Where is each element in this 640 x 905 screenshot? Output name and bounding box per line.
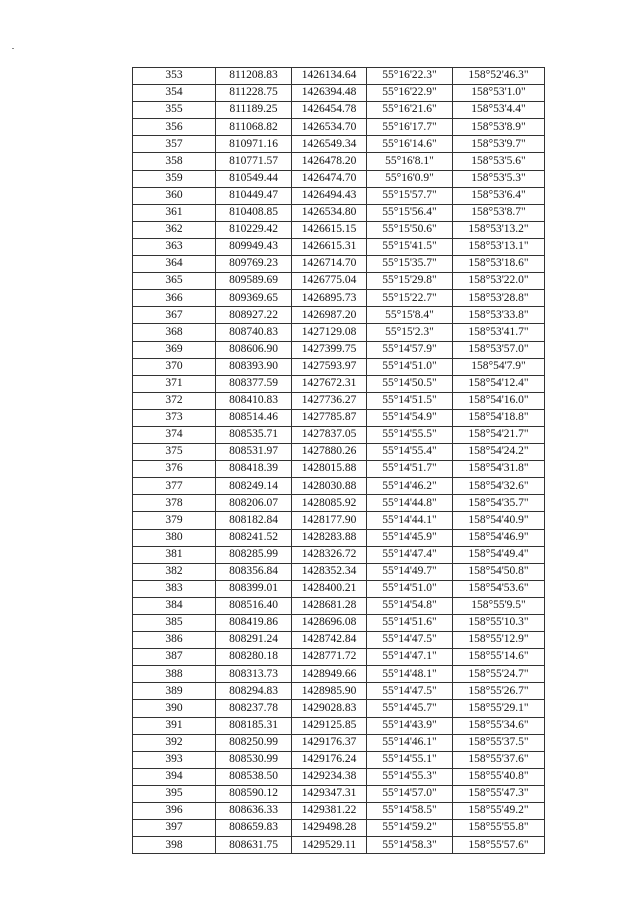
x-coordinate-cell: 808419.86 <box>216 615 292 632</box>
x-coordinate-cell: 811208.83 <box>216 68 292 85</box>
x-coordinate-cell: 808531.97 <box>216 444 292 461</box>
latitude-cell: 55°14'45.7" <box>367 700 453 717</box>
table-row <box>133 820 545 837</box>
y-coordinate-cell: 1428015.88 <box>292 461 367 478</box>
latitude-cell: 55°14'59.2" <box>367 820 453 837</box>
x-coordinate-cell: 808659.83 <box>216 820 292 837</box>
table-row <box>133 153 545 170</box>
table-row <box>133 409 545 426</box>
latitude-cell: 55°15'41.5" <box>367 238 453 255</box>
point-number-cell: 387 <box>133 649 216 666</box>
x-coordinate-cell: 808418.39 <box>216 461 292 478</box>
x-coordinate-cell: 809369.65 <box>216 290 292 307</box>
point-number-cell: 394 <box>133 768 216 785</box>
y-coordinate-cell: 1427785.87 <box>292 409 367 426</box>
longitude-cell: 158°53'57.0" <box>453 341 545 358</box>
longitude-cell: 158°53'5.6" <box>453 153 545 170</box>
table-row <box>133 444 545 461</box>
point-number-cell: 371 <box>133 375 216 392</box>
longitude-cell: 158°53'8.9" <box>453 119 545 136</box>
x-coordinate-cell: 808291.24 <box>216 632 292 649</box>
x-coordinate-cell: 808590.12 <box>216 785 292 802</box>
scan-speck <box>12 48 14 49</box>
longitude-cell: 158°53'4.4" <box>453 102 545 119</box>
x-coordinate-cell: 810971.16 <box>216 136 292 153</box>
table-row <box>133 170 545 187</box>
x-coordinate-cell: 809589.69 <box>216 273 292 290</box>
point-number-cell: 372 <box>133 392 216 409</box>
x-coordinate-cell: 808740.83 <box>216 324 292 341</box>
longitude-cell: 158°54'21.7" <box>453 426 545 443</box>
coordinates-table-body <box>133 68 545 854</box>
table-row <box>133 546 545 563</box>
table-row <box>133 529 545 546</box>
point-number-cell: 390 <box>133 700 216 717</box>
y-coordinate-cell: 1428326.72 <box>292 546 367 563</box>
x-coordinate-cell: 808538.50 <box>216 768 292 785</box>
longitude-cell: 158°55'34.6" <box>453 717 545 734</box>
point-number-cell: 359 <box>133 170 216 187</box>
table-row <box>133 837 545 854</box>
x-coordinate-cell: 808516.40 <box>216 597 292 614</box>
x-coordinate-cell: 808636.33 <box>216 803 292 820</box>
y-coordinate-cell: 1428771.72 <box>292 649 367 666</box>
y-coordinate-cell: 1426474.70 <box>292 170 367 187</box>
table-row <box>133 478 545 495</box>
y-coordinate-cell: 1428742.84 <box>292 632 367 649</box>
table-row <box>133 803 545 820</box>
latitude-cell: 55°15'50.6" <box>367 221 453 238</box>
latitude-cell: 55°14'47.5" <box>367 683 453 700</box>
latitude-cell: 55°14'51.5" <box>367 392 453 409</box>
point-number-cell: 366 <box>133 290 216 307</box>
y-coordinate-cell: 1427837.05 <box>292 426 367 443</box>
longitude-cell: 158°53'9.7" <box>453 136 545 153</box>
table-row <box>133 683 545 700</box>
y-coordinate-cell: 1428283.88 <box>292 529 367 546</box>
longitude-cell: 158°55'26.7" <box>453 683 545 700</box>
point-number-cell: 357 <box>133 136 216 153</box>
longitude-cell: 158°53'8.7" <box>453 204 545 221</box>
longitude-cell: 158°54'46.9" <box>453 529 545 546</box>
x-coordinate-cell: 808294.83 <box>216 683 292 700</box>
y-coordinate-cell: 1426134.64 <box>292 68 367 85</box>
x-coordinate-cell: 808399.01 <box>216 580 292 597</box>
x-coordinate-cell: 810229.42 <box>216 221 292 238</box>
longitude-cell: 158°54'24.2" <box>453 444 545 461</box>
table-row <box>133 358 545 375</box>
longitude-cell: 158°53'22.0" <box>453 273 545 290</box>
table-row <box>133 375 545 392</box>
latitude-cell: 55°15'8.4" <box>367 307 453 324</box>
x-coordinate-cell: 808377.59 <box>216 375 292 392</box>
point-number-cell: 370 <box>133 358 216 375</box>
y-coordinate-cell: 1428352.34 <box>292 563 367 580</box>
y-coordinate-cell: 1426534.70 <box>292 119 367 136</box>
latitude-cell: 55°14'46.2" <box>367 478 453 495</box>
y-coordinate-cell: 1428949.66 <box>292 666 367 683</box>
x-coordinate-cell: 810771.57 <box>216 153 292 170</box>
table-row <box>133 734 545 751</box>
x-coordinate-cell: 810449.47 <box>216 187 292 204</box>
latitude-cell: 55°14'49.7" <box>367 563 453 580</box>
table-row <box>133 290 545 307</box>
latitude-cell: 55°14'55.3" <box>367 768 453 785</box>
table-row <box>133 461 545 478</box>
table-row <box>133 187 545 204</box>
point-number-cell: 386 <box>133 632 216 649</box>
longitude-cell: 158°54'35.7" <box>453 495 545 512</box>
longitude-cell: 158°55'49.2" <box>453 803 545 820</box>
latitude-cell: 55°14'47.1" <box>367 649 453 666</box>
point-number-cell: 389 <box>133 683 216 700</box>
longitude-cell: 158°55'24.7" <box>453 666 545 683</box>
latitude-cell: 55°15'22.7" <box>367 290 453 307</box>
latitude-cell: 55°14'43.9" <box>367 717 453 734</box>
y-coordinate-cell: 1429347.31 <box>292 785 367 802</box>
point-number-cell: 388 <box>133 666 216 683</box>
x-coordinate-cell: 808280.18 <box>216 649 292 666</box>
y-coordinate-cell: 1429028.83 <box>292 700 367 717</box>
point-number-cell: 392 <box>133 734 216 751</box>
y-coordinate-cell: 1429125.85 <box>292 717 367 734</box>
longitude-cell: 158°55'9.5" <box>453 597 545 614</box>
y-coordinate-cell: 1426454.78 <box>292 102 367 119</box>
point-number-cell: 385 <box>133 615 216 632</box>
point-number-cell: 398 <box>133 837 216 854</box>
latitude-cell: 55°14'58.3" <box>367 837 453 854</box>
latitude-cell: 55°16'21.6" <box>367 102 453 119</box>
point-number-cell: 375 <box>133 444 216 461</box>
table-row <box>133 273 545 290</box>
x-coordinate-cell: 808241.52 <box>216 529 292 546</box>
latitude-cell: 55°14'44.1" <box>367 512 453 529</box>
y-coordinate-cell: 1429176.37 <box>292 734 367 751</box>
table-row <box>133 649 545 666</box>
point-number-cell: 384 <box>133 597 216 614</box>
latitude-cell: 55°14'51.7" <box>367 461 453 478</box>
latitude-cell: 55°14'51.6" <box>367 615 453 632</box>
x-coordinate-cell: 808249.14 <box>216 478 292 495</box>
longitude-cell: 158°55'37.5" <box>453 734 545 751</box>
point-number-cell: 364 <box>133 256 216 273</box>
point-number-cell: 377 <box>133 478 216 495</box>
latitude-cell: 55°14'54.9" <box>367 409 453 426</box>
y-coordinate-cell: 1429381.22 <box>292 803 367 820</box>
point-number-cell: 360 <box>133 187 216 204</box>
y-coordinate-cell: 1428177.90 <box>292 512 367 529</box>
longitude-cell: 158°55'57.6" <box>453 837 545 854</box>
point-number-cell: 381 <box>133 546 216 563</box>
point-number-cell: 379 <box>133 512 216 529</box>
y-coordinate-cell: 1427129.08 <box>292 324 367 341</box>
table-row <box>133 221 545 238</box>
latitude-cell: 55°15'56.4" <box>367 204 453 221</box>
point-number-cell: 374 <box>133 426 216 443</box>
x-coordinate-cell: 808285.99 <box>216 546 292 563</box>
latitude-cell: 55°14'44.8" <box>367 495 453 512</box>
x-coordinate-cell: 808206.07 <box>216 495 292 512</box>
latitude-cell: 55°14'50.5" <box>367 375 453 392</box>
table-row <box>133 341 545 358</box>
longitude-cell: 158°53'18.6" <box>453 256 545 273</box>
y-coordinate-cell: 1428030.88 <box>292 478 367 495</box>
point-number-cell: 356 <box>133 119 216 136</box>
table-row <box>133 426 545 443</box>
latitude-cell: 55°16'0.9" <box>367 170 453 187</box>
longitude-cell: 158°55'37.6" <box>453 751 545 768</box>
longitude-cell: 158°54'16.0" <box>453 392 545 409</box>
latitude-cell: 55°14'45.9" <box>367 529 453 546</box>
y-coordinate-cell: 1426494.43 <box>292 187 367 204</box>
table-row <box>133 102 545 119</box>
x-coordinate-cell: 809769.23 <box>216 256 292 273</box>
point-number-cell: 380 <box>133 529 216 546</box>
longitude-cell: 158°54'49.4" <box>453 546 545 563</box>
table-row <box>133 324 545 341</box>
table-row <box>133 632 545 649</box>
y-coordinate-cell: 1426534.80 <box>292 204 367 221</box>
point-number-cell: 397 <box>133 820 216 837</box>
x-coordinate-cell: 811068.82 <box>216 119 292 136</box>
table-row <box>133 119 545 136</box>
x-coordinate-cell: 811228.75 <box>216 85 292 102</box>
table-row <box>133 204 545 221</box>
x-coordinate-cell: 808927.22 <box>216 307 292 324</box>
latitude-cell: 55°14'48.1" <box>367 666 453 683</box>
x-coordinate-cell: 808410.83 <box>216 392 292 409</box>
x-coordinate-cell: 808182.84 <box>216 512 292 529</box>
latitude-cell: 55°14'47.5" <box>367 632 453 649</box>
point-number-cell: 391 <box>133 717 216 734</box>
x-coordinate-cell: 810549.44 <box>216 170 292 187</box>
table-row <box>133 751 545 768</box>
latitude-cell: 55°14'55.1" <box>367 751 453 768</box>
y-coordinate-cell: 1426394.48 <box>292 85 367 102</box>
y-coordinate-cell: 1426615.31 <box>292 238 367 255</box>
x-coordinate-cell: 808250.99 <box>216 734 292 751</box>
latitude-cell: 55°15'29.8" <box>367 273 453 290</box>
y-coordinate-cell: 1426478.20 <box>292 153 367 170</box>
y-coordinate-cell: 1428696.08 <box>292 615 367 632</box>
y-coordinate-cell: 1428085.92 <box>292 495 367 512</box>
x-coordinate-cell: 811189.25 <box>216 102 292 119</box>
table-row <box>133 700 545 717</box>
longitude-cell: 158°54'12.4" <box>453 375 545 392</box>
longitude-cell: 158°53'6.4" <box>453 187 545 204</box>
table-row <box>133 512 545 529</box>
point-number-cell: 395 <box>133 785 216 802</box>
x-coordinate-cell: 808535.71 <box>216 426 292 443</box>
longitude-cell: 158°53'5.3" <box>453 170 545 187</box>
y-coordinate-cell: 1427593.97 <box>292 358 367 375</box>
longitude-cell: 158°55'47.3" <box>453 785 545 802</box>
x-coordinate-cell: 808356.84 <box>216 563 292 580</box>
y-coordinate-cell: 1429176.24 <box>292 751 367 768</box>
point-number-cell: 376 <box>133 461 216 478</box>
point-number-cell: 382 <box>133 563 216 580</box>
x-coordinate-cell: 809949.43 <box>216 238 292 255</box>
table-row <box>133 238 545 255</box>
longitude-cell: 158°53'41.7" <box>453 324 545 341</box>
longitude-cell: 158°53'1.0" <box>453 85 545 102</box>
latitude-cell: 55°14'51.0" <box>367 358 453 375</box>
point-number-cell: 396 <box>133 803 216 820</box>
point-number-cell: 373 <box>133 409 216 426</box>
latitude-cell: 55°16'14.6" <box>367 136 453 153</box>
x-coordinate-cell: 808185.31 <box>216 717 292 734</box>
latitude-cell: 55°14'47.4" <box>367 546 453 563</box>
x-coordinate-cell: 808237.78 <box>216 700 292 717</box>
x-coordinate-cell: 808606.90 <box>216 341 292 358</box>
longitude-cell: 158°54'7.9" <box>453 358 545 375</box>
longitude-cell: 158°55'10.3" <box>453 615 545 632</box>
table-row <box>133 307 545 324</box>
point-number-cell: 362 <box>133 221 216 238</box>
table-row <box>133 785 545 802</box>
table-row <box>133 580 545 597</box>
longitude-cell: 158°52'46.3" <box>453 68 545 85</box>
y-coordinate-cell: 1426714.70 <box>292 256 367 273</box>
table-row <box>133 717 545 734</box>
longitude-cell: 158°53'13.2" <box>453 221 545 238</box>
longitude-cell: 158°55'29.1" <box>453 700 545 717</box>
latitude-cell: 55°14'55.5" <box>367 426 453 443</box>
table-row <box>133 68 545 85</box>
latitude-cell: 55°14'51.0" <box>367 580 453 597</box>
latitude-cell: 55°14'55.4" <box>367 444 453 461</box>
table-row <box>133 85 545 102</box>
longitude-cell: 158°53'33.8" <box>453 307 545 324</box>
longitude-cell: 158°54'40.9" <box>453 512 545 529</box>
table-row <box>133 136 545 153</box>
x-coordinate-cell: 808313.73 <box>216 666 292 683</box>
longitude-cell: 158°55'14.6" <box>453 649 545 666</box>
point-number-cell: 378 <box>133 495 216 512</box>
latitude-cell: 55°16'22.3" <box>367 68 453 85</box>
table-row <box>133 392 545 409</box>
point-number-cell: 367 <box>133 307 216 324</box>
point-number-cell: 393 <box>133 751 216 768</box>
y-coordinate-cell: 1427736.27 <box>292 392 367 409</box>
longitude-cell: 158°53'28.8" <box>453 290 545 307</box>
longitude-cell: 158°55'40.8" <box>453 768 545 785</box>
point-number-cell: 369 <box>133 341 216 358</box>
y-coordinate-cell: 1426615.15 <box>292 221 367 238</box>
y-coordinate-cell: 1427880.26 <box>292 444 367 461</box>
y-coordinate-cell: 1426775.04 <box>292 273 367 290</box>
y-coordinate-cell: 1428985.90 <box>292 683 367 700</box>
point-number-cell: 355 <box>133 102 216 119</box>
point-number-cell: 361 <box>133 204 216 221</box>
latitude-cell: 55°15'57.7" <box>367 187 453 204</box>
table-row <box>133 666 545 683</box>
latitude-cell: 55°15'35.7" <box>367 256 453 273</box>
x-coordinate-cell: 808530.99 <box>216 751 292 768</box>
y-coordinate-cell: 1427399.75 <box>292 341 367 358</box>
latitude-cell: 55°15'2.3" <box>367 324 453 341</box>
table-row <box>133 256 545 273</box>
latitude-cell: 55°14'54.8" <box>367 597 453 614</box>
latitude-cell: 55°14'57.0" <box>367 785 453 802</box>
y-coordinate-cell: 1429234.38 <box>292 768 367 785</box>
latitude-cell: 55°14'58.5" <box>367 803 453 820</box>
y-coordinate-cell: 1426987.20 <box>292 307 367 324</box>
latitude-cell: 55°16'8.1" <box>367 153 453 170</box>
table-row <box>133 615 545 632</box>
y-coordinate-cell: 1426895.73 <box>292 290 367 307</box>
longitude-cell: 158°55'55.8" <box>453 820 545 837</box>
coordinates-table <box>132 67 545 854</box>
y-coordinate-cell: 1426549.34 <box>292 136 367 153</box>
x-coordinate-cell: 810408.85 <box>216 204 292 221</box>
point-number-cell: 363 <box>133 238 216 255</box>
longitude-cell: 158°54'53.6" <box>453 580 545 597</box>
y-coordinate-cell: 1429529.11 <box>292 837 367 854</box>
x-coordinate-cell: 808514.46 <box>216 409 292 426</box>
y-coordinate-cell: 1429498.28 <box>292 820 367 837</box>
point-number-cell: 354 <box>133 85 216 102</box>
longitude-cell: 158°54'50.8" <box>453 563 545 580</box>
longitude-cell: 158°54'32.6" <box>453 478 545 495</box>
point-number-cell: 358 <box>133 153 216 170</box>
table-row <box>133 563 545 580</box>
point-number-cell: 353 <box>133 68 216 85</box>
latitude-cell: 55°16'22.9" <box>367 85 453 102</box>
table-row <box>133 768 545 785</box>
table-row <box>133 495 545 512</box>
latitude-cell: 55°14'57.9" <box>367 341 453 358</box>
longitude-cell: 158°55'12.9" <box>453 632 545 649</box>
latitude-cell: 55°14'46.1" <box>367 734 453 751</box>
point-number-cell: 383 <box>133 580 216 597</box>
y-coordinate-cell: 1427672.31 <box>292 375 367 392</box>
y-coordinate-cell: 1428681.28 <box>292 597 367 614</box>
x-coordinate-cell: 808631.75 <box>216 837 292 854</box>
latitude-cell: 55°16'17.7" <box>367 119 453 136</box>
longitude-cell: 158°53'13.1" <box>453 238 545 255</box>
x-coordinate-cell: 808393.90 <box>216 358 292 375</box>
longitude-cell: 158°54'31.8" <box>453 461 545 478</box>
point-number-cell: 365 <box>133 273 216 290</box>
y-coordinate-cell: 1428400.21 <box>292 580 367 597</box>
point-number-cell: 368 <box>133 324 216 341</box>
longitude-cell: 158°54'18.8" <box>453 409 545 426</box>
table-row <box>133 597 545 614</box>
